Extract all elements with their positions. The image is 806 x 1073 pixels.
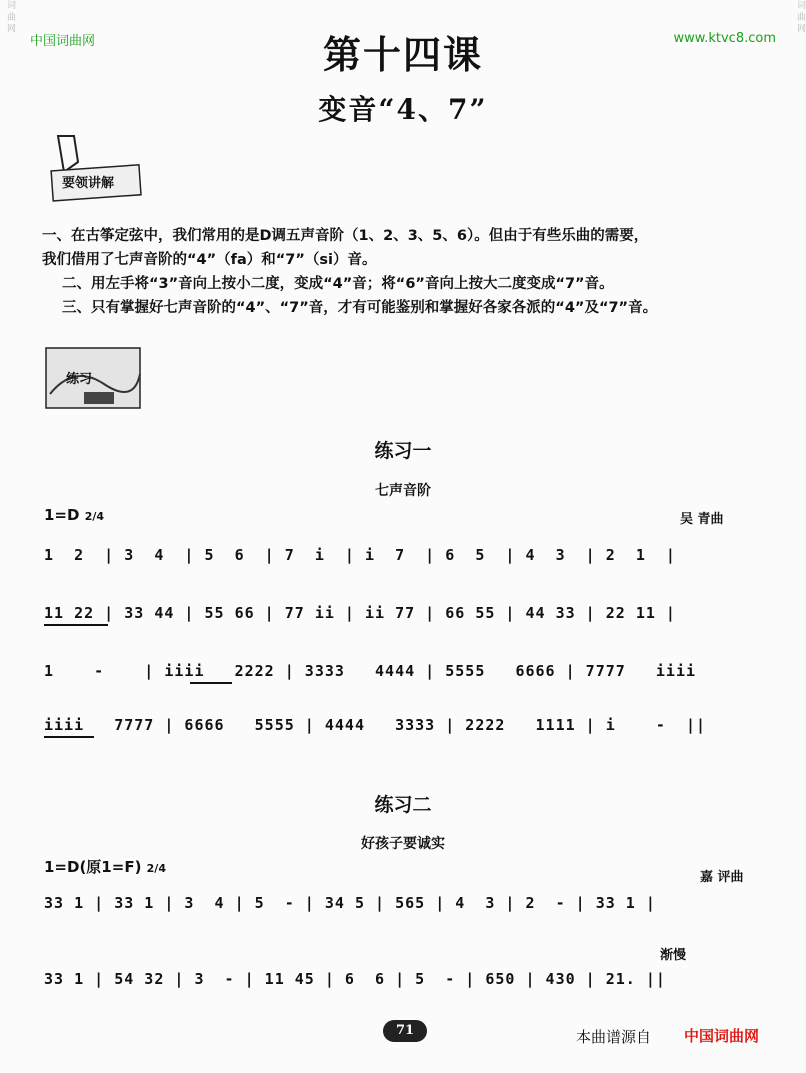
beam-line [190, 682, 232, 684]
exercise-1-composer: 吴 青曲 [680, 512, 724, 527]
watermark-text: 词 曲 网 [5, 0, 15, 33]
clip-icon [44, 132, 144, 202]
explain-badge [44, 132, 144, 202]
source-site[interactable]: 中国词曲网 [684, 1027, 760, 1045]
watermark-text: 词 曲 网 [795, 0, 805, 33]
exercise-1-row-3: 1 - | iiii 2222 | 3333 4444 | 5555 6666 | 7777 iiii [44, 662, 696, 680]
explanation-line-3: 二、用左手将“3”音向上按小二度，变成“4”音；将“6”音向上按大二度变成“7”音。 [62, 276, 614, 292]
source-prefix: 本曲谱源自 [576, 1028, 652, 1046]
lesson-title: 第十四课 [322, 33, 483, 77]
exercise-2-heading: 练习二 [374, 794, 432, 816]
exercise-1-song-title: 七声音阶 [375, 483, 431, 499]
explanation-line-2: 我们借用了七声音阶的“4”（fa）和“7”（si）音。 [42, 252, 377, 268]
practice-badge-label: 练习 [66, 372, 93, 387]
time-signature: 2/4 [146, 862, 166, 875]
exercise-2-song-title: 好孩子要诚实 [361, 836, 445, 852]
exercise-2-row-1: 33 1 | 33 1 | 3 4 | 5 - | 34 5 | 565 | 4 3 | 2 - | 33 1 | [44, 894, 656, 912]
tempo-mark: 渐慢 [660, 948, 687, 963]
key-signature: 1=D(原1=F) [44, 858, 142, 876]
explain-badge-label: 要领讲解 [62, 176, 115, 191]
beam-line [44, 624, 108, 626]
site-url-right[interactable]: www.ktvc8.com [673, 31, 776, 46]
beam-line [44, 736, 94, 738]
lesson-subtitle: 变音“4、7” [318, 93, 488, 126]
exercise-1-key [44, 506, 104, 524]
exercise-1-row-4: iiii 7777 | 6666 5555 | 4444 3333 | 2222 1111 | i - || [44, 716, 707, 734]
watermark-right [790, 0, 806, 1073]
exercise-2-row-2: 33 1 | 54 32 | 3 - | 11 45 | 6 6 | 5 - | 650 | 430 | 21. || [44, 970, 666, 988]
exercise-2-composer: 嘉 评曲 [700, 870, 744, 885]
explanation-line-4: 三、只有掌握好七声音阶的“4”、“7”音，才有可能鉴别和掌握好各家各派的“4”及“7”音。 [62, 300, 658, 316]
practice-badge [44, 344, 144, 412]
practice-illustration-icon [44, 344, 144, 412]
exercise-1-heading: 练习一 [374, 440, 432, 462]
time-signature: 2/4 [84, 510, 105, 523]
site-name-left[interactable]: 中国词曲网 [30, 34, 96, 49]
exercise-1-row-2: 11 22 | 33 44 | 55 66 | 77 ii | ii 77 | 66 55 | 44 33 | 22 11 | [44, 604, 676, 622]
exercise-1-row-1: 1 2 | 3 4 | 5 6 | 7 i | i 7 | 6 5 | 4 3 | 2 1 | [44, 546, 676, 564]
exercise-2-key [44, 856, 166, 877]
explanation-line-1: 一、在古筝定弦中，我们常用的是D调五声音阶（1、2、3、5、6）。但由于有些乐曲的需要， [42, 228, 649, 244]
key-signature: 1=D [44, 506, 80, 524]
watermark-left [0, 0, 16, 1073]
page-number: 71 [383, 1020, 427, 1042]
